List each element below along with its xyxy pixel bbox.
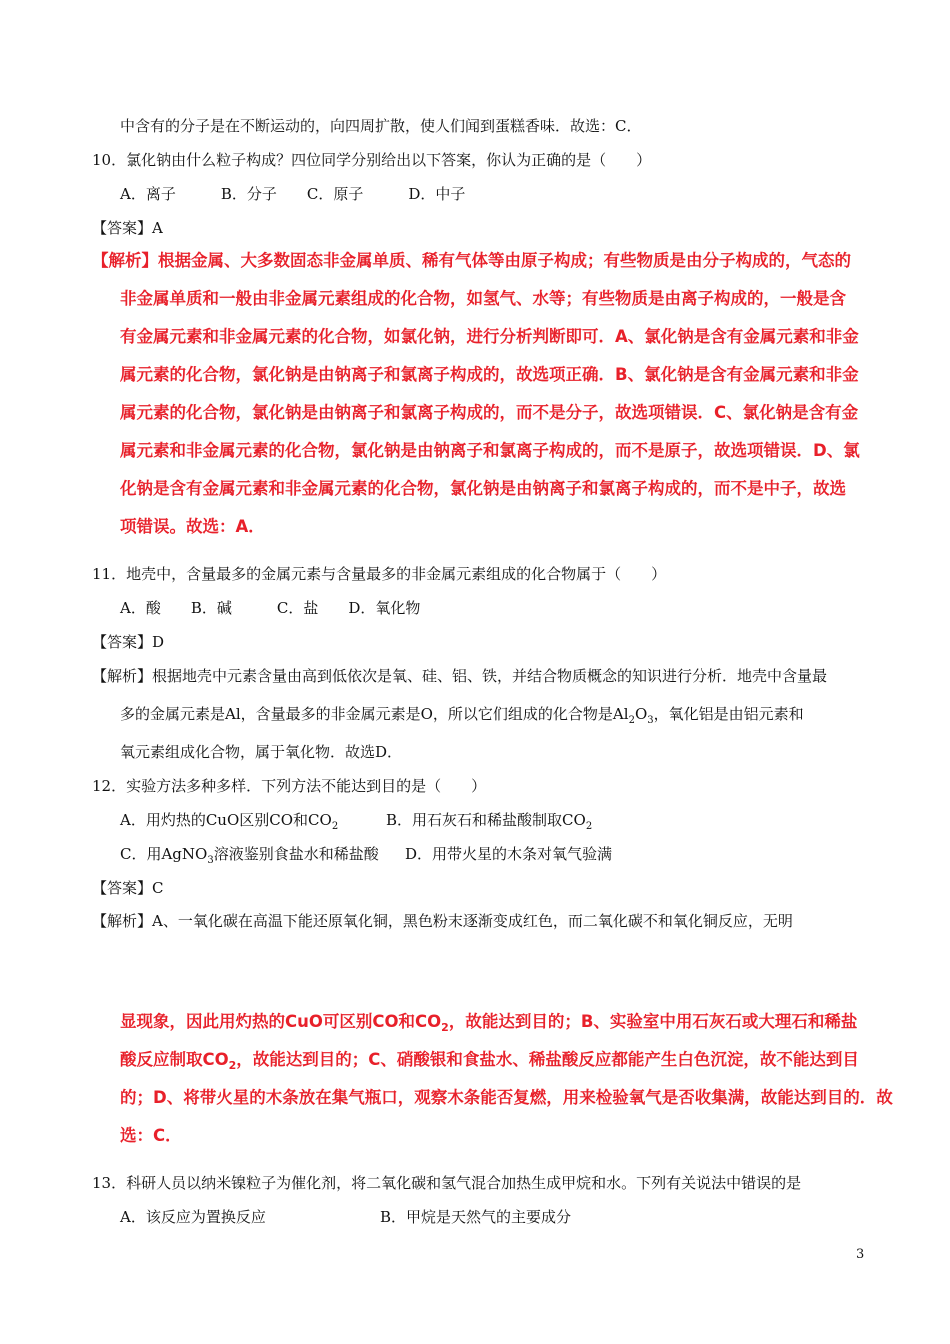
- q11-analysis-text: ，氧化铝是由铝元素和: [653, 705, 804, 723]
- subscript: 2: [228, 1059, 237, 1072]
- q11-analysis-text: O: [634, 705, 648, 723]
- q10-analysis-line-6: 属元素和非金属元素的化合物，氯化钠是由钠离子和氯离子构成的，而不是原子，故选项错误．D、氯: [120, 441, 860, 460]
- q10-analysis-line-5: 属元素的化合物，氯化钠是由钠离子和氯离子构成的，而不是分子，故选项错误．C、氯化钠是含有金: [120, 403, 859, 422]
- q12-analysis-text: ，故能达到目的；C、硝酸银和食盐水、稀盐酸反应都能产生白色沉淀，故不能达到目: [236, 1050, 859, 1069]
- q11-question: 11．地壳中，含量最多的金属元素与含量最多的非金属元素组成的化合物属于（ ）: [92, 565, 667, 583]
- q11-analysis-line-3: 氧元素组成化合物，属于氧化物．故选D．: [120, 743, 403, 761]
- q10-analysis-line-2: 非金属单质和一般由非金属元素组成的化合物，如氢气、水等；有些物质是由离子构成的，一般是含: [120, 289, 846, 308]
- q12-option-a: [120, 809, 338, 834]
- q11-answer: 【答案】D: [92, 633, 165, 651]
- subscript: 3: [647, 715, 654, 726]
- subscript: 2: [628, 715, 635, 726]
- subscript: 3: [207, 855, 214, 866]
- prev-analysis-tail: 中含有的分子是在不断运动的，向四周扩散，使人们闻到蛋糕香味．故选：C．: [120, 117, 642, 135]
- q13-option-b: B．甲烷是天然气的主要成分: [380, 1208, 572, 1226]
- q12-analysis-text: 显现象，因此用灼热的CuO可区别CO和CO: [120, 1012, 442, 1031]
- q11-analysis-line-1: 【解析】根据地壳中元素含量由高到低依次是氧、硅、铝、铁，并结合物质概念的知识进行分析．地壳中含量最: [92, 667, 828, 685]
- q12-analysis-text: 酸反应制取CO: [120, 1050, 229, 1069]
- q12-option-c-text: 溶液鉴别食盐水和稀盐酸: [213, 845, 379, 863]
- q12-analysis-line-1: 【解析】A、一氧化碳在高温下能还原氧化铜，黑色粉末逐渐变成红色，而二氧化碳不和氧化铜反应，无明: [92, 912, 793, 930]
- q11-options: A．酸 B．碱 C．盐 D．氧化物: [120, 599, 421, 617]
- q12-option-b: [386, 809, 592, 834]
- q10-analysis-line-8: 项错误。故选：A．: [120, 517, 265, 536]
- q10-analysis-line-1: 【解析】根据金属、大多数固态非金属单质、稀有气体等由原子构成；有些物质是由分子构成的，气态的: [92, 251, 851, 270]
- q11-analysis-text: 多的金属元素是Al，含量最多的非金属元素是O，所以它们组成的化合物是Al: [120, 705, 629, 723]
- q12-question: 12．实验方法多种多样．下列方法不能达到目的是（ ）: [92, 777, 487, 795]
- q10-analysis-line-4: 属元素的化合物，氯化钠是由钠离子和氯离子构成的，故选项正确．B、氯化钠是含有金属元素和非金: [120, 365, 859, 384]
- q13-question: 13．科研人员以纳米镍粒子为催化剂，将二氧化碳和氢气混合加热生成甲烷和水。下列有关说法中错误的是: [92, 1174, 802, 1192]
- subscript: 2: [331, 821, 339, 832]
- q12-analysis-line-5: 选：C．: [120, 1126, 182, 1145]
- q12-option-a-text: A．用灼热的CuO区别CO和CO: [120, 811, 332, 829]
- q12-analysis-text: ，故能达到目的；B、实验室中用石灰石或大理石和稀盐: [448, 1012, 858, 1031]
- q12-analysis-line-2: [120, 1009, 857, 1037]
- q12-option-c: [120, 843, 379, 868]
- q10-question: 10．氯化钠由什么粒子构成？四位同学分别给出以下答案，你认为正确的是（ ）: [92, 151, 652, 169]
- q11-analysis-line-2: [120, 703, 804, 728]
- q13-option-a: A．该反应为置换反应: [120, 1208, 266, 1226]
- q12-option-d: D．用带火星的木条对氧气验满: [405, 845, 613, 863]
- q10-answer: 【答案】A: [92, 219, 163, 237]
- q10-analysis-line-3: 有金属元素和非金属元素的化合物，如氯化钠，进行分析判断即可．A、氯化钠是含有金属元素和非金: [120, 327, 859, 346]
- q12-answer: 【答案】C: [92, 879, 164, 897]
- q12-option-b-text: B．用石灰石和稀盐酸制取CO: [386, 811, 586, 829]
- subscript: 2: [585, 821, 593, 832]
- page-number: 3: [856, 1247, 865, 1262]
- q12-analysis-line-3: [120, 1047, 859, 1075]
- q10-options: A．离子 B．分子 C．原子 D．中子: [120, 185, 466, 203]
- q12-option-c-text: C．用AgNO: [120, 845, 208, 863]
- q12-analysis-line-4: 的；D、将带火星的木条放在集气瓶口，观察木条能否复燃，用来检验氧气是否收集满，故能达到目的．故: [120, 1088, 893, 1107]
- q10-analysis-line-7: 化钠是含有金属元素和非金属元素的化合物，氯化钠是由钠离子和氯离子构成的，而不是中子，故选: [120, 479, 846, 498]
- subscript: 2: [441, 1021, 449, 1034]
